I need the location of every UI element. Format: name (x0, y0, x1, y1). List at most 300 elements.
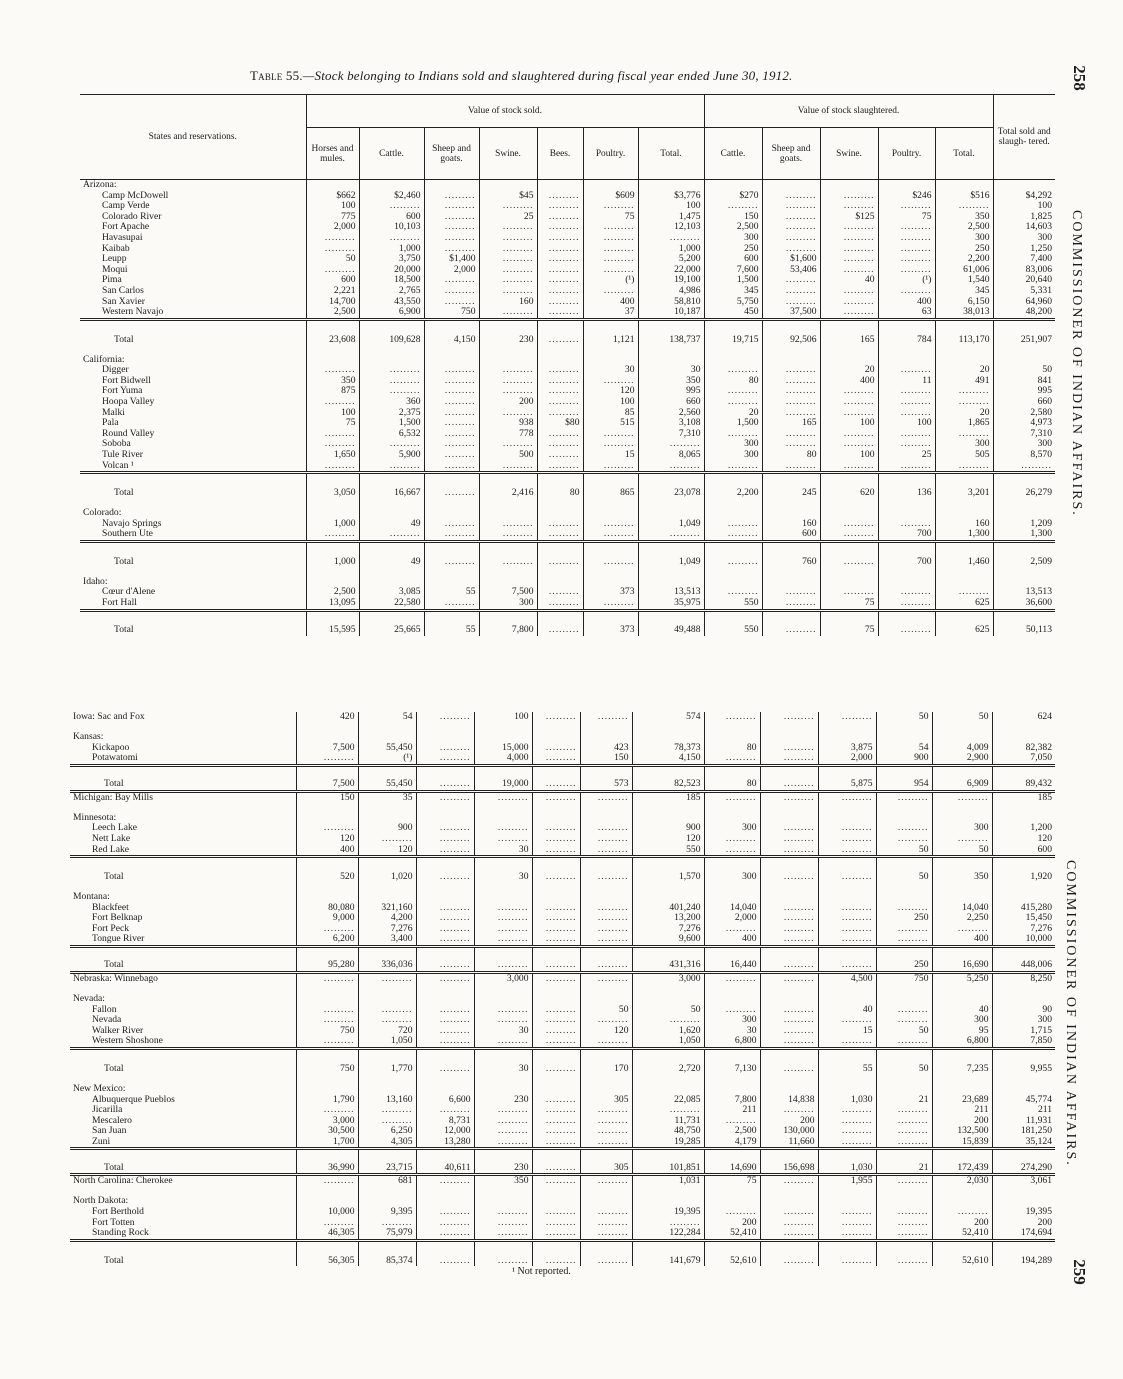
bottom-cell: 300 (932, 1015, 992, 1026)
bottom-cell (474, 803, 532, 823)
top-cell: ......... (762, 376, 820, 387)
bottom-cell (992, 1075, 1055, 1095)
top-cell: 660 (993, 397, 1055, 408)
top-cell (935, 567, 993, 587)
bottom-cell: ......... (704, 845, 760, 857)
top-cell: 875 (306, 386, 359, 397)
top-cell: 841 (993, 376, 1055, 387)
bottom-cell: 52,410 (932, 1228, 992, 1240)
top-cell: ......... (583, 201, 638, 212)
header-sold-cols-1: Cattle. (359, 128, 424, 180)
top-cell: 550 (704, 610, 762, 636)
table-row (80, 461, 1055, 473)
bottom-cell: ......... (474, 1228, 532, 1240)
top-cell: 4,150 (424, 319, 479, 345)
top-cell: 350 (638, 376, 704, 387)
bottom-cell: 7,050 (992, 753, 1055, 765)
bottom-cell: 6,600 (416, 1095, 474, 1106)
bottom-cell: 21 (876, 1095, 932, 1106)
top-cell: ......... (537, 450, 583, 461)
top-cell: ......... (537, 265, 583, 276)
reservation-label: Colorado River (102, 210, 162, 222)
table-row (70, 1149, 1055, 1175)
top-cell: $45 (479, 191, 537, 202)
top-cell: $2,460 (359, 191, 424, 202)
reservation-label: Mescalero (92, 1114, 132, 1126)
bottom-cell: ......... (580, 834, 632, 845)
bottom-cell: 230 (474, 1095, 532, 1106)
top-cell: ......... (537, 587, 583, 598)
bottom-cell (818, 883, 876, 903)
bottom-cell: 2,720 (632, 1049, 704, 1075)
total-label: Total (114, 333, 134, 345)
bottom-cell: ......... (416, 1207, 474, 1218)
bottom-cell: ......... (760, 913, 818, 924)
bottom-cell: 423 (580, 743, 632, 754)
bottom-cell: ......... (416, 1036, 474, 1048)
reservation-label: Leech Lake (92, 822, 138, 834)
bottom-cell: ......... (358, 973, 416, 985)
top-cell: ......... (583, 541, 638, 567)
reservation-label: Cœur d'Alene (102, 586, 156, 598)
top-cell: 3,201 (935, 473, 993, 499)
bottom-cell: 900 (876, 753, 932, 765)
reservation-label: Havasupai (102, 231, 143, 243)
bottom-cell: 750 (296, 1026, 358, 1037)
bottom-cell (876, 803, 932, 823)
bottom-cell: 16,690 (932, 947, 992, 973)
bottom-cell: ......... (818, 1218, 876, 1229)
bottom-cell (876, 723, 932, 743)
bottom-cell: 48,750 (632, 1126, 704, 1137)
top-cell: ......... (537, 397, 583, 408)
bottom-cell (876, 883, 932, 903)
top-cell: 6,150 (935, 297, 993, 308)
bottom-cell: 3,000 (474, 973, 532, 985)
bottom-cell: ......... (760, 1005, 818, 1016)
header-slaughtered-cols-4: Total. (935, 128, 993, 180)
bottom-cell: 2,250 (932, 913, 992, 924)
table-row (70, 1240, 1055, 1266)
bottom-cell: ......... (416, 857, 474, 883)
top-cell: ......... (359, 201, 424, 212)
bottom-cell: ......... (818, 1207, 876, 1218)
bottom-cell: 120 (632, 834, 704, 845)
bottom-cell (474, 883, 532, 903)
top-cell: ......... (762, 429, 820, 440)
bottom-cell (296, 1075, 358, 1095)
bottom-cell: ......... (876, 1116, 932, 1127)
top-cell: ......... (537, 365, 583, 376)
top-cell: ......... (762, 275, 820, 286)
reservation-label: Tule River (102, 448, 143, 460)
top-cell: 491 (935, 376, 993, 387)
bottom-cell: 9,395 (358, 1207, 416, 1218)
top-cell: 350 (935, 212, 993, 223)
top-cell: 50 (993, 365, 1055, 376)
top-cell: ......... (479, 265, 537, 276)
bottom-cell: 4,500 (818, 973, 876, 985)
bottom-cell: 30 (474, 1026, 532, 1037)
total-label: Total (114, 555, 134, 567)
top-cell: ......... (537, 408, 583, 419)
top-cell: 7,310 (638, 429, 704, 440)
top-cell: ......... (537, 610, 583, 636)
bottom-cell: ......... (416, 913, 474, 924)
bottom-cell: ......... (474, 903, 532, 914)
bottom-cell: 420 (296, 712, 358, 723)
bottom-cell: 21 (876, 1149, 932, 1175)
bottom-cell: 11,660 (760, 1137, 818, 1149)
top-cell: 100 (583, 397, 638, 408)
top-cell: ......... (306, 233, 359, 244)
bottom-cell: ......... (474, 924, 532, 935)
top-cell: 345 (704, 286, 762, 297)
bottom-cell: ......... (704, 1207, 760, 1218)
bottom-cell: ......... (876, 1005, 932, 1016)
top-cell: 1,209 (993, 519, 1055, 530)
top-cell (878, 499, 935, 519)
table-row (80, 345, 1055, 365)
bottom-cell: 1,050 (632, 1036, 704, 1048)
bottom-cell: 89,432 (992, 765, 1055, 791)
top-cell: 15 (583, 450, 638, 461)
bottom-cell: 6,800 (704, 1036, 760, 1048)
table-row (70, 791, 1055, 803)
bottom-cell (760, 1187, 818, 1207)
top-cell: ......... (537, 191, 583, 202)
bottom-cell: 150 (580, 753, 632, 765)
top-cell: ......... (878, 519, 935, 530)
bottom-cell: 15,450 (992, 913, 1055, 924)
bottom-cell: ......... (580, 845, 632, 857)
top-cell: ......... (762, 439, 820, 450)
header-sold-cols-6: Total. (638, 128, 704, 180)
bottom-cell: ......... (532, 823, 580, 834)
top-cell: 1,049 (638, 519, 704, 530)
bottom-cell: ......... (580, 924, 632, 935)
table-row (70, 934, 1055, 946)
bottom-cell: ......... (818, 1116, 876, 1127)
bottom-cell: 4,009 (932, 743, 992, 754)
table-row (70, 803, 1055, 823)
top-cell: 1,000 (306, 519, 359, 530)
top-cell: 600 (704, 254, 762, 265)
top-cell: ......... (424, 598, 479, 610)
bottom-cell: 9,955 (992, 1049, 1055, 1075)
bottom-cell: ......... (416, 823, 474, 834)
bottom-cell: 3,061 (992, 1175, 1055, 1187)
bottom-cell: ......... (818, 712, 876, 723)
table-row (70, 1075, 1055, 1095)
bottom-cell (358, 985, 416, 1005)
top-cell: 300 (993, 439, 1055, 450)
bottom-cell: ......... (704, 924, 760, 935)
top-cell: ......... (762, 233, 820, 244)
bottom-cell: 624 (992, 712, 1055, 723)
bottom-cell: 185 (632, 791, 704, 803)
bottom-cell: 6,909 (932, 765, 992, 791)
bottom-cell: 300 (704, 857, 760, 883)
state-label: California: (83, 353, 125, 365)
top-cell: ......... (704, 397, 762, 408)
bottom-cell (474, 1075, 532, 1095)
bottom-cell: ......... (580, 1137, 632, 1149)
bottom-cell: ......... (296, 753, 358, 765)
top-cell: ......... (704, 201, 762, 212)
table-row (70, 723, 1055, 743)
top-cell: ......... (820, 519, 878, 530)
bottom-cell: ......... (474, 1207, 532, 1218)
top-cell: 75 (820, 610, 878, 636)
top-cell (306, 180, 359, 191)
top-cell: 80 (537, 473, 583, 499)
bottom-cell: 7,276 (632, 924, 704, 935)
top-cell: ......... (424, 222, 479, 233)
bottom-cell: 156,698 (760, 1149, 818, 1175)
reservation-label: Western Navajo (102, 306, 164, 318)
bottom-cell: ......... (358, 1015, 416, 1026)
bottom-cell: ......... (704, 712, 760, 723)
bottom-cell: ......... (876, 1218, 932, 1229)
bottom-cell: 46,305 (296, 1228, 358, 1240)
top-cell: 515 (583, 418, 638, 429)
top-cell: ......... (479, 201, 537, 212)
top-cell: ......... (479, 275, 537, 286)
bottom-cell: ......... (532, 753, 580, 765)
total-label: Total (104, 959, 124, 971)
top-cell: 7,800 (479, 610, 537, 636)
bottom-cell: 101,851 (632, 1149, 704, 1175)
bottom-cell: ......... (580, 913, 632, 924)
top-cell: ......... (583, 519, 638, 530)
top-cell: 2,416 (479, 473, 537, 499)
bottom-cell: ......... (818, 1036, 876, 1048)
table-caption: —Stock belonging to Indians sold and slaughtered during fiscal year ended June 30, 1912. (302, 68, 793, 83)
bottom-cell: 15,000 (474, 743, 532, 754)
top-cell: ......... (583, 429, 638, 440)
bottom-cell (704, 883, 760, 903)
bottom-cell (992, 723, 1055, 743)
bottom-cell: 2,500 (704, 1126, 760, 1137)
bottom-cell: ......... (580, 973, 632, 985)
top-cell: ......... (537, 201, 583, 212)
top-cell (479, 180, 537, 191)
bottom-cell (580, 803, 632, 823)
top-cell: ......... (704, 461, 762, 473)
bottom-cell (932, 1075, 992, 1095)
top-cell (537, 499, 583, 519)
top-cell: 113,170 (935, 319, 993, 345)
top-cell: 14,603 (993, 222, 1055, 233)
bottom-cell: ......... (876, 934, 932, 946)
reservation-label: Kaibab (102, 242, 130, 254)
top-cell: ......... (820, 201, 878, 212)
top-cell: ......... (306, 439, 359, 450)
bottom-cell: ......... (532, 712, 580, 723)
bottom-cell: ......... (760, 1207, 818, 1218)
top-cell: ......... (762, 587, 820, 598)
top-cell: 18,500 (359, 275, 424, 286)
bottom-cell: ......... (532, 1228, 580, 1240)
header-states: States and reservations. (148, 132, 237, 142)
top-cell: ......... (762, 286, 820, 297)
top-cell: 300 (704, 439, 762, 450)
bottom-cell: ......... (580, 1036, 632, 1048)
bottom-cell: 300 (704, 1015, 760, 1026)
bottom-cell: ......... (532, 1126, 580, 1137)
top-cell: 53,406 (762, 265, 820, 276)
top-cell: $80 (537, 418, 583, 429)
bottom-cell: 50 (876, 857, 932, 883)
bottom-cell: 120 (358, 845, 416, 857)
top-cell: 625 (935, 598, 993, 610)
bottom-cell: 22,085 (632, 1095, 704, 1106)
bottom-cell: ......... (532, 934, 580, 946)
bottom-cell: ......... (416, 1015, 474, 1026)
bottom-cell: ......... (760, 791, 818, 803)
top-cell: 100 (638, 201, 704, 212)
top-cell: 49 (359, 541, 424, 567)
bottom-cell: 7,500 (296, 743, 358, 754)
top-cell: 230 (479, 319, 537, 345)
bottom-cell: 4,150 (632, 753, 704, 765)
top-cell: ......... (762, 397, 820, 408)
bottom-cell: ......... (416, 753, 474, 765)
top-cell: 43,550 (359, 297, 424, 308)
bottom-cell (992, 803, 1055, 823)
top-cell (820, 345, 878, 365)
bottom-cell: ......... (818, 1015, 876, 1026)
top-cell: ......... (878, 587, 935, 598)
state-label: Iowa: Sac and Fox (73, 711, 145, 722)
top-cell: ......... (359, 461, 424, 473)
top-cell: ......... (583, 439, 638, 450)
bottom-cell: 415,280 (992, 903, 1055, 914)
top-cell: ......... (762, 201, 820, 212)
bottom-cell: 54 (876, 743, 932, 754)
top-cell: 85 (583, 408, 638, 419)
top-cell: ......... (820, 587, 878, 598)
bottom-cell (416, 1075, 474, 1095)
top-cell: $4,292 (993, 191, 1055, 202)
top-cell: 750 (424, 307, 479, 319)
bottom-cell: 80,080 (296, 903, 358, 914)
bottom-cell: ......... (580, 791, 632, 803)
top-cell: ......... (537, 461, 583, 473)
bottom-cell: ......... (580, 1116, 632, 1127)
top-cell: ......... (762, 598, 820, 610)
reservation-label: Fort Berthold (92, 1206, 144, 1218)
reservation-label: Western Shoshone (92, 1035, 163, 1047)
state-label: Minnesota: (73, 811, 117, 823)
bottom-cell (580, 883, 632, 903)
bottom-cell: 230 (474, 1149, 532, 1175)
top-cell: 1,300 (935, 529, 993, 541)
bottom-cell: 10,000 (992, 934, 1055, 946)
top-cell: 245 (762, 473, 820, 499)
top-cell: 58,810 (638, 297, 704, 308)
bottom-cell: 7,850 (992, 1036, 1055, 1048)
bottom-cell: 7,276 (358, 924, 416, 935)
top-cell: 995 (638, 386, 704, 397)
top-cell: 49,488 (638, 610, 704, 636)
top-cell: ......... (537, 212, 583, 223)
top-cell: 160 (479, 297, 537, 308)
bottom-cell: 211 (932, 1105, 992, 1116)
top-cell (583, 567, 638, 587)
reservation-label: San Xavier (102, 295, 145, 307)
table-number: Table 55. (250, 68, 303, 83)
bottom-cell: 321,160 (358, 903, 416, 914)
top-cell: ......... (762, 461, 820, 473)
bottom-cell: 4,305 (358, 1137, 416, 1149)
top-cell: ......... (537, 275, 583, 286)
top-cell: 8,570 (993, 450, 1055, 461)
top-cell: 700 (878, 541, 935, 567)
top-cell: ......... (479, 529, 537, 541)
bottom-cell: 19,285 (632, 1137, 704, 1149)
bottom-cell: 50 (876, 1026, 932, 1037)
bottom-cell (632, 985, 704, 1005)
bottom-cell: ......... (358, 1105, 416, 1116)
bottom-cell (704, 1187, 760, 1207)
top-cell: 5,200 (638, 254, 704, 265)
bottom-cell: ......... (580, 1015, 632, 1026)
bottom-cell: ......... (818, 791, 876, 803)
state-label: Colorado: (83, 507, 122, 519)
top-cell: 625 (935, 610, 993, 636)
top-cell: ......... (537, 519, 583, 530)
top-cell (537, 345, 583, 365)
bottom-cell: 574 (632, 712, 704, 723)
top-cell: 30 (583, 365, 638, 376)
footnote: ¹ Not reported. (512, 1266, 571, 1277)
top-cell: ......... (424, 529, 479, 541)
reservation-label: Camp McDowell (102, 189, 169, 201)
bottom-cell: ......... (876, 1036, 932, 1048)
running-head-bottom: COMMISSIONER OF INDIAN AFFAIRS. (1063, 860, 1078, 1167)
top-cell: 165 (762, 418, 820, 429)
bottom-cell: ......... (760, 712, 818, 723)
state-label: Michigan: Bay Mills (73, 791, 153, 803)
bottom-cell: 30 (704, 1026, 760, 1037)
top-cell: ......... (537, 307, 583, 319)
top-cell: 1,540 (935, 275, 993, 286)
top-cell: 1,250 (993, 244, 1055, 255)
bottom-cell: 120 (580, 1026, 632, 1037)
top-cell: ......... (306, 461, 359, 473)
top-cell: $1,600 (762, 254, 820, 265)
top-cell: $609 (583, 191, 638, 202)
top-cell: 1,500 (359, 418, 424, 429)
bottom-cell (632, 1187, 704, 1207)
bottom-cell: ......... (632, 1105, 704, 1116)
top-cell: 100 (878, 418, 935, 429)
top-cell: (¹) (878, 275, 935, 286)
top-cell: ......... (424, 191, 479, 202)
reservation-label: Fort Belknap (92, 912, 143, 924)
table-row (70, 845, 1055, 857)
top-cell: ......... (820, 541, 878, 567)
bottom-cell: 30 (474, 857, 532, 883)
bottom-cell: 50 (632, 1005, 704, 1016)
stock-table-bottom (70, 712, 1055, 1266)
bottom-cell (818, 803, 876, 823)
bottom-cell: 40 (818, 1005, 876, 1016)
reservation-label: Camp Verde (102, 200, 150, 212)
top-cell: 784 (878, 319, 935, 345)
